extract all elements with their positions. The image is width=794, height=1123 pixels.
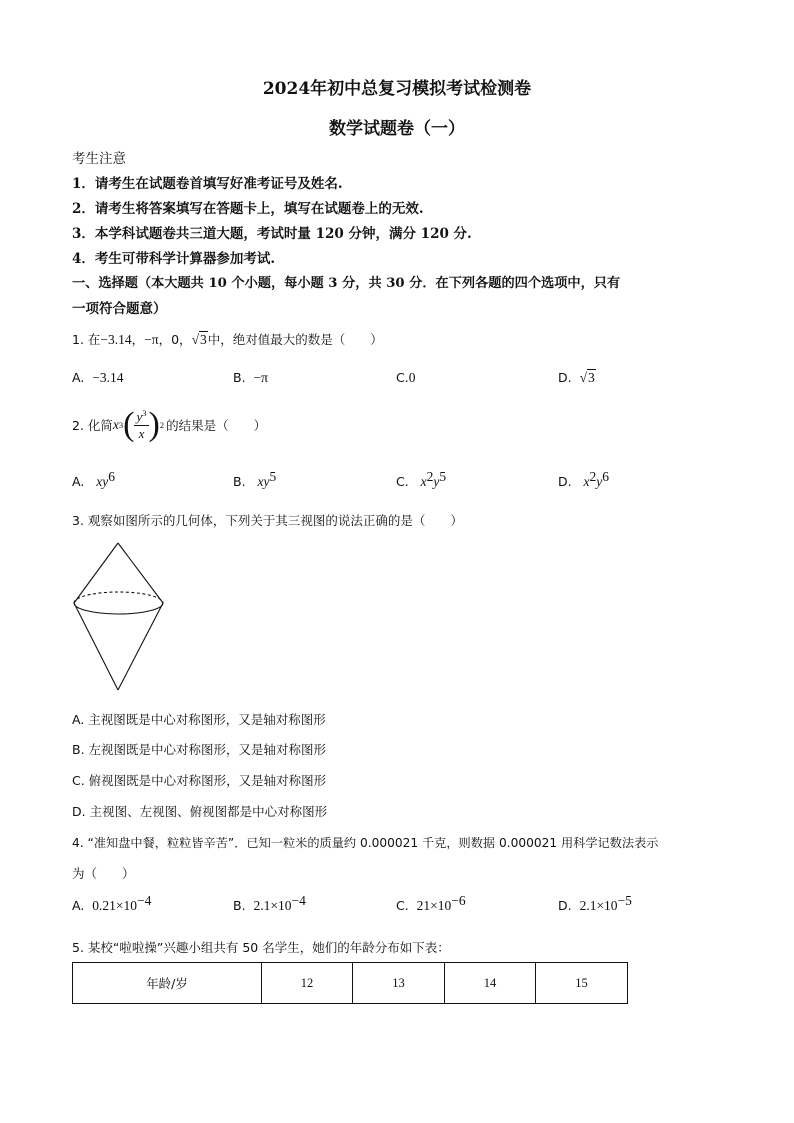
notice-item-2: 2．请考生将答案填写在答题卡上，填写在试题卷上的无效. [72, 201, 424, 217]
table-row [73, 963, 628, 1004]
q2-option-d: D. $x^2y^6$ [558, 469, 610, 489]
q2-fraction: $\frac{y^3}{x}$ [136, 407, 147, 441]
q2-option-a: A. $xy^6$ [72, 469, 115, 489]
table-cell: 14 [445, 963, 536, 1004]
question-5-stem: 5. 某校“啦啦操”兴趣小组共有 50 名学生，她们的年龄分布如下表： [72, 940, 450, 955]
table-cell: 12 [262, 963, 353, 1004]
table-cell: 13 [353, 963, 445, 1004]
q2-option-b: B. $xy^5$ [233, 469, 277, 489]
q1-number-1: −3.14 [100, 332, 132, 347]
q1-option-d: D. √3 [558, 370, 595, 385]
cone-base-front-arc [74, 603, 163, 614]
notice-item-1: 1．请考生在试题卷首填写好准考证号及姓名. [72, 176, 343, 192]
cone-lower-left-edge [74, 603, 118, 690]
cone-lower-right-edge [118, 603, 163, 690]
q1-option-b: B. −π [233, 370, 268, 385]
q3-option-c: C. 俯视图既是中心对称图形，又是轴对称图形 [72, 773, 327, 788]
q3-option-b: B. 左视图既是中心对称图形，又是轴对称图形 [72, 742, 327, 757]
question-4-line1: 4. “准知盘中餐，粒粒皆辛苦”．已知一粒米的质量约 0.000021 千克，则数据 0.000021 用科学记数法表示 [72, 836, 659, 850]
table-header-cell: 年龄/岁 [73, 963, 262, 1004]
section-heading-line2: 一项符合题意） [72, 301, 167, 317]
q4-option-b: B. $2.1\times 10^{-4}$ [233, 893, 306, 913]
question-1-stem [72, 330, 383, 348]
q4-option-d: D. $2.1\times 10^{-5}$ [558, 893, 632, 913]
q1-prefix: 1. 在 [72, 332, 101, 347]
q1-sep-1: ， [131, 332, 145, 347]
q1-sqrt-3: √3 [191, 332, 207, 347]
q1-option-a: A. −3.14 [72, 370, 124, 385]
question-2-stem [72, 408, 266, 442]
double-cone-figure [66, 540, 176, 695]
q1-sep-2: ，0， [158, 332, 192, 347]
table-cell: 15 [536, 963, 628, 1004]
q2-prefix: 2. 化简 [72, 418, 113, 433]
q1-radicand: 3 [199, 332, 207, 347]
cone-base-hidden-arc [74, 592, 163, 603]
q2-option-c: C. $x^2y^5$ [396, 469, 447, 489]
notice-item-4: 4．考生可带科学计算器参加考试. [72, 251, 276, 267]
section-heading-line1: 一、选择题（本大题共 10 个小题，每小题 3 分，共 30 分．在下列各题的四个选项中，只有 [72, 276, 621, 291]
question-4-line2: 为（ ） [72, 866, 135, 881]
exam-subtitle: 数学试题卷（一） [329, 119, 465, 139]
q1-suffix: 中，绝对值最大的数是（ ） [207, 332, 383, 347]
q1-option-c: C.0 [396, 370, 416, 385]
exam-title: 2024年初中总复习模拟考试检测卷 [262, 79, 532, 99]
q2-expression: x 3 ( $\frac{y^3}{x}$ ) 2 [112, 406, 165, 443]
q2-suffix: 的结果是（ ） [166, 418, 267, 433]
q1-number-2: −π [144, 332, 159, 347]
cone-upper-right-edge [118, 543, 163, 603]
q3-option-d: D. 主视图、左视图、俯视图都是中心对称图形 [72, 804, 328, 819]
question-3-stem: 3. 观察如图所示的几何体，下列关于其三视图的说法正确的是（ ） [72, 513, 463, 528]
q4-option-a: A. $0.21\times 10^{-4}$ [72, 893, 152, 913]
q4-option-c: C. $21\times 10^{-6}$ [396, 893, 466, 913]
q3-option-a: A. 主视图既是中心对称图形，又是轴对称图形 [72, 712, 326, 727]
age-distribution-table [72, 962, 628, 1004]
notice-heading: 考生注意 [72, 151, 126, 167]
cone-upper-left-edge [74, 543, 118, 603]
notice-item-3: 3．本学科试题卷共三道大题，考试时量 120 分钟，满分 120 分. [72, 226, 472, 242]
